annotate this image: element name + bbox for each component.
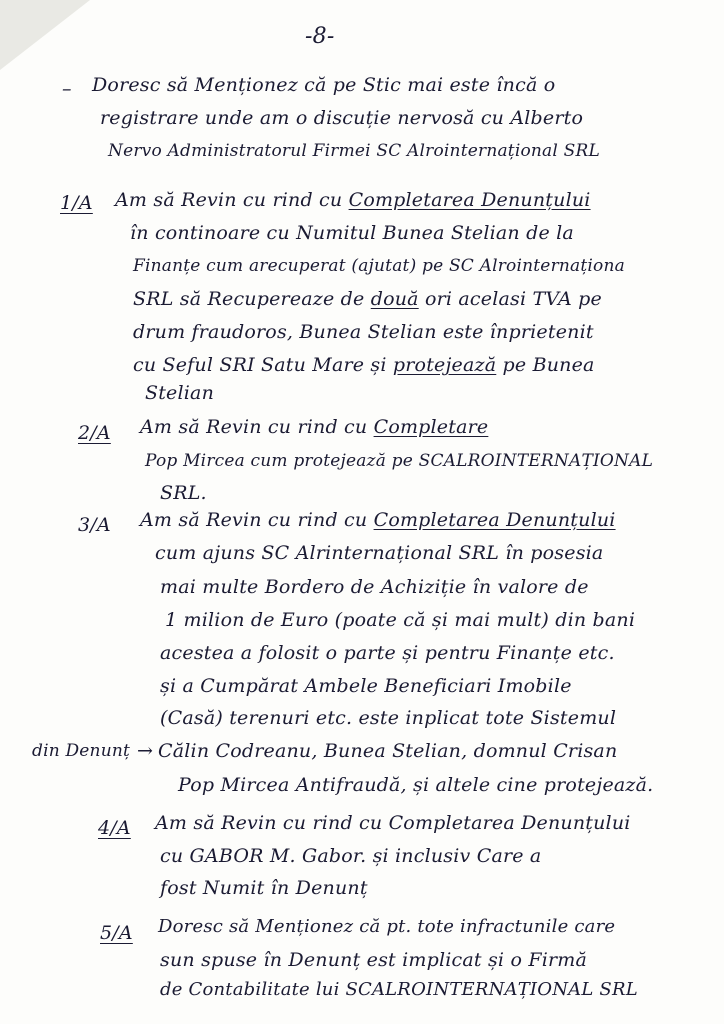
item-line: Finanțe cum arecuperat (ajutat) pe SC Alrointernaționa xyxy=(133,256,625,276)
item-line: cu Seful SRI Satu Mare și protejează pe Bunea xyxy=(133,354,595,376)
item-label: 4/A xyxy=(98,817,131,839)
item-label: 3/A xyxy=(78,514,111,536)
item-label: 1/A xyxy=(60,192,93,214)
folded-corner xyxy=(0,0,90,70)
margin-note-line: Pop Mircea Antifraudă, și altele cine protejează. xyxy=(178,774,654,796)
item-line: în continoare cu Numitul Bunea Stelian de la xyxy=(130,222,574,244)
intro-bullet: – xyxy=(62,78,72,100)
intro-line: Doresc să Menționez că pe Stic mai este încă o xyxy=(92,74,556,96)
item-line: cu GABOR M. Gabor. și inclusiv Care a xyxy=(160,845,542,867)
item-line: și a Cumpărat Ambele Beneficiari Imobile xyxy=(160,675,572,697)
item-line: SRL să Recupereaze de două ori acelasi TVA pe xyxy=(133,288,602,310)
item-line: Am să Revin cu rind cu Completarea Denunțului xyxy=(155,812,631,834)
intro-line: registrare unde am o discuție nervosă cu Alberto xyxy=(100,107,584,129)
margin-note-arrow: → xyxy=(137,740,154,762)
item-line: fost Numit în Denunț xyxy=(160,877,368,899)
item-line: de Contabilitate lui SCALROINTERNAȚIONAL SRL xyxy=(160,979,638,1000)
item-label: 2/A xyxy=(78,422,111,444)
item-line: SRL. xyxy=(160,482,207,504)
item-line: mai multe Bordero de Achiziție în valore de xyxy=(160,576,589,598)
item-line: Pop Mircea cum protejează pe SCALROINTERNAȚIONAL xyxy=(145,451,654,471)
item-line: sun spuse în Denunț est implicat și o Firmă xyxy=(160,949,588,971)
item-line: Am să Revin cu rind cu Completarea Denunțului xyxy=(140,509,616,531)
item-line: Am să Revin cu rind cu Completarea Denunțului xyxy=(115,189,591,211)
intro-line: Nervo Administratorul Firmei SC Alrointernațional SRL xyxy=(108,141,600,161)
margin-note-line: Călin Codreanu, Bunea Stelian, domnul Crisan xyxy=(158,740,618,762)
item-line: Am să Revin cu rind cu Completare xyxy=(140,416,489,438)
page-number: -8- xyxy=(305,24,335,49)
item-line: cum ajuns SC Alrinternațional SRL în posesia xyxy=(155,542,604,564)
margin-note-label: din Denunț xyxy=(32,741,131,761)
item-label: 5/A xyxy=(100,922,133,944)
item-line: Doresc să Menționez că pt. tote infractunile care xyxy=(158,916,616,937)
item-line: acestea a folosit o parte și pentru Finanțe etc. xyxy=(160,642,615,664)
item-line: Stelian xyxy=(145,382,215,404)
item-line: (Casă) terenuri etc. este inplicat tote Sistemul xyxy=(160,707,617,729)
item-line: drum fraudoros, Bunea Stelian este înprietenit xyxy=(133,321,594,343)
item-line: 1 milion de Euro (poate că și mai mult) din bani xyxy=(165,609,636,631)
